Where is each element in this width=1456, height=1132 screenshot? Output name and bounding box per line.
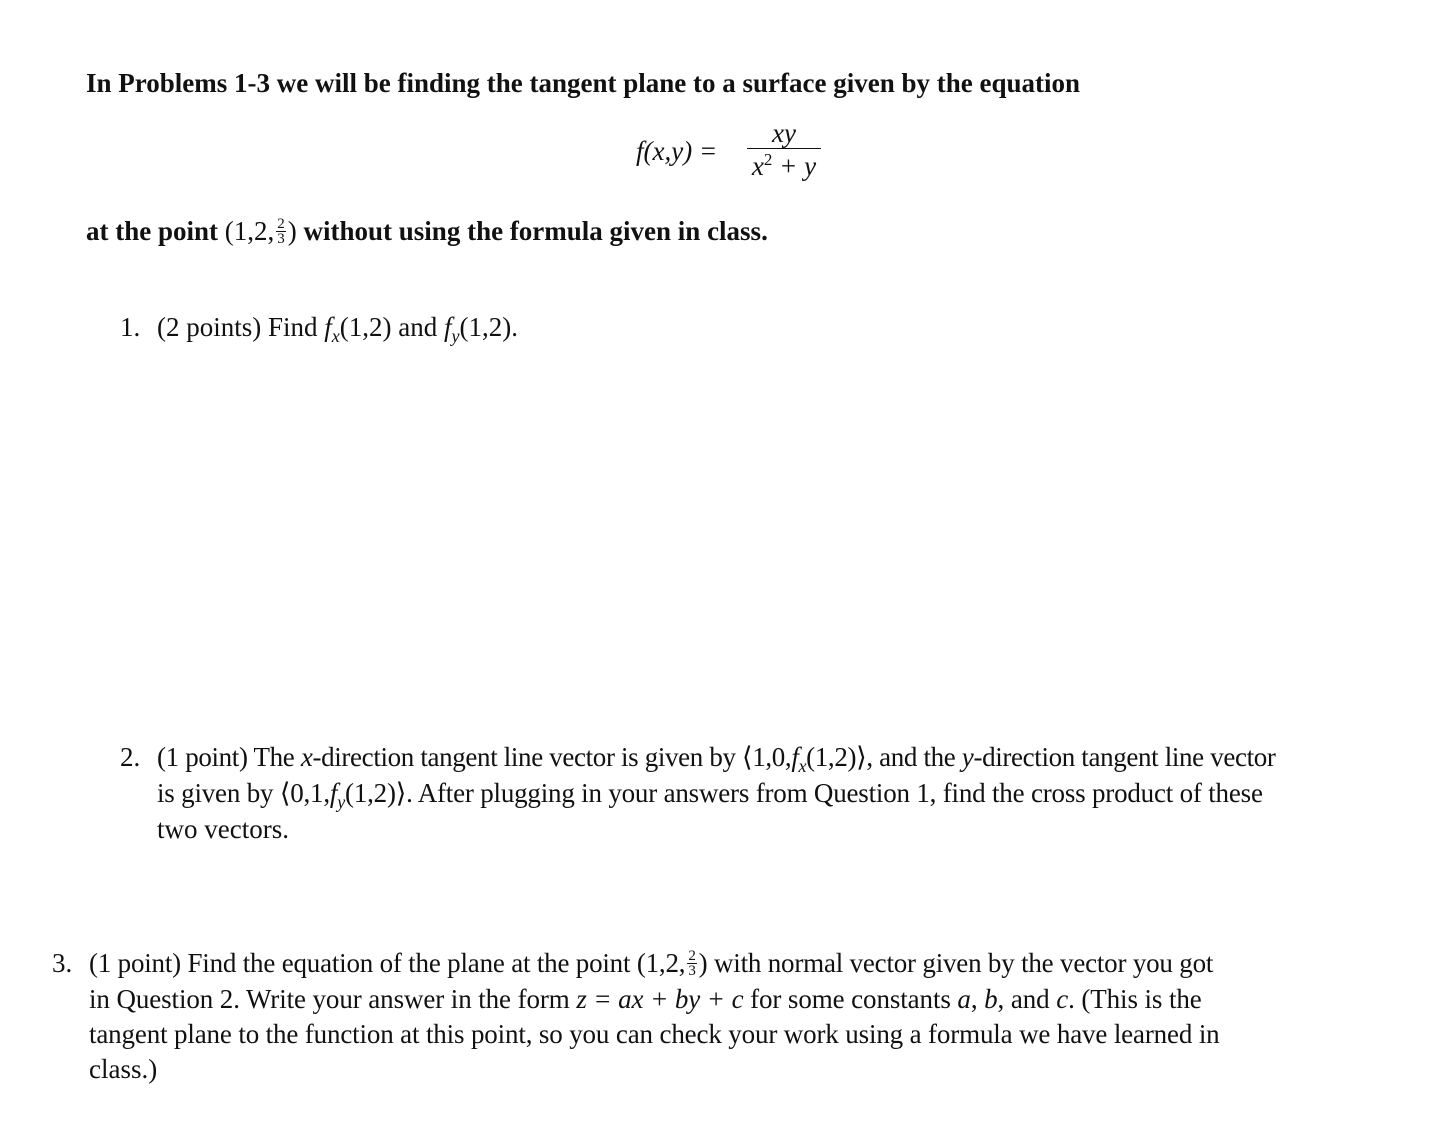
problem-2-number: 2. <box>120 742 141 772</box>
problem-3-line-1: (1 point) Find the equation of the plane at the point (1,2, $\frac{2}{3}$ ) with normal vector given by the vector you got <box>89 948 1214 980</box>
equation-lhs: f(x,y) = <box>636 136 718 166</box>
problem-3-number: 3. <box>52 948 73 978</box>
intro-point-fraction: $\frac{2}{3}$ <box>277 216 285 248</box>
plane-form-equation: z = ax + by + c <box>576 984 744 1014</box>
problem-2-line-2: is given by $⟨0,1,f_y(1,2)⟩$. After plugging in your answers from Question 1, find the cross product of these <box>157 778 1263 812</box>
intro-heading: In Problems 1-3 we will be finding the tangent plane to a surface given by the equation <box>86 68 1081 98</box>
problem-3-line-2: in Question 2. Write your answer in the form z = ax + by + c for some constants a, b, and c. (This is the <box>89 984 1202 1014</box>
intro-point-line: at the point (1,2, $\frac{2}{3}$ ) without using the formula given in class. <box>86 216 768 248</box>
problem-1-number: 1. <box>120 312 141 342</box>
equation-fraction <box>747 118 821 187</box>
problem-2-line-3: two vectors. <box>157 814 289 844</box>
problem-1-text: (2 points) Find $f_x(1,2)$ and $f_y(1,2)$. <box>157 312 518 346</box>
problem-3-line-4: class.) <box>89 1054 158 1084</box>
problem-3-line-3: tangent plane to the function at this point, so you can check your work using a formula we have learned in <box>89 1019 1220 1049</box>
problem-3-point-fraction: $\frac{2}{3}$ <box>688 948 696 980</box>
equation-denominator: $x^2 + y$ <box>751 150 817 181</box>
intro-point: (1,2, <box>224 216 275 246</box>
equation-numerator: xy <box>747 118 821 149</box>
problem-2-line-1: (1 point) The x-direction tangent line vector is given by $⟨1,0,f_x(1,2)⟩$, and the y-direction tangent line vector <box>157 742 1276 776</box>
